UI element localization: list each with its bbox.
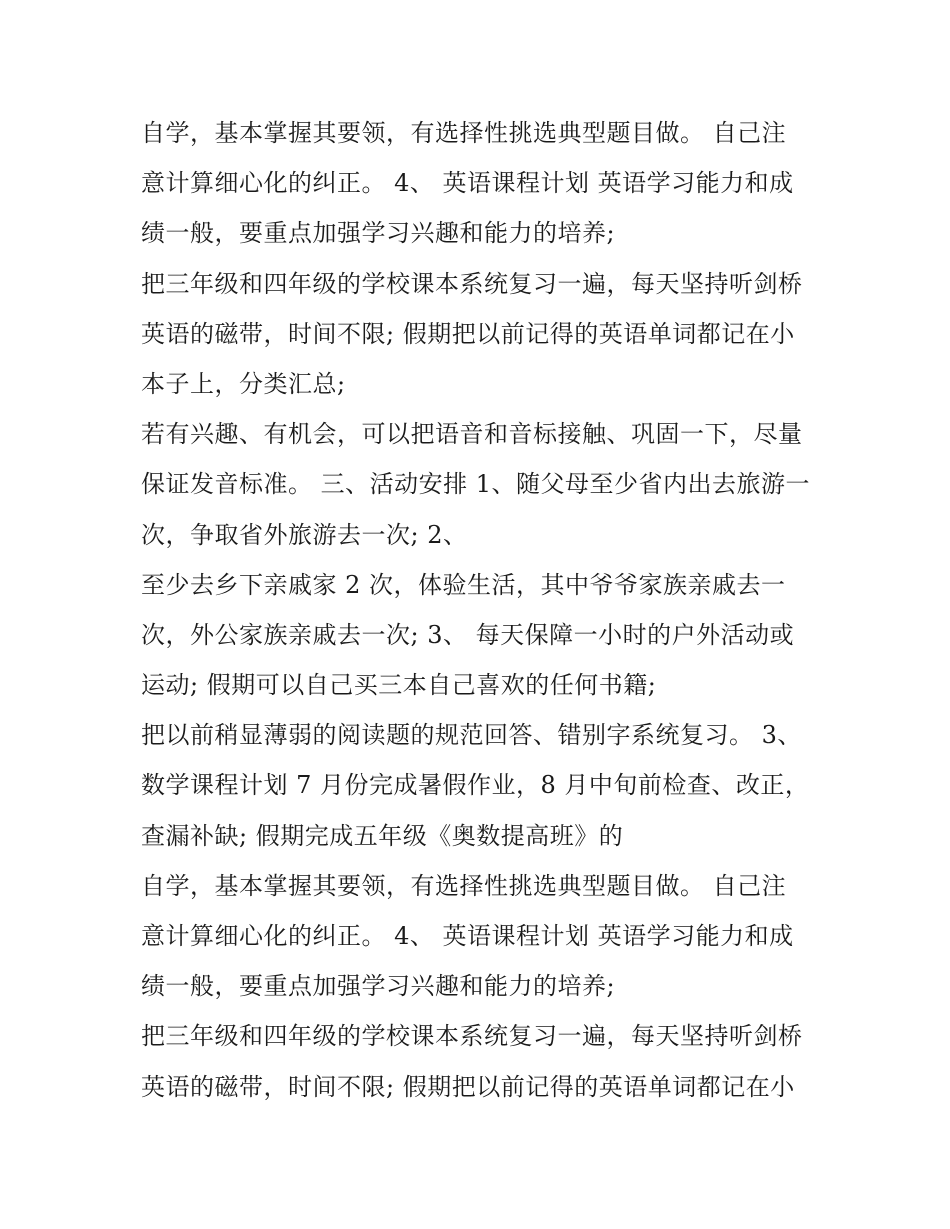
text-line: 意计算细心化的纠正。 4、 英语课程计划 英语学习能力和成 [141,169,794,198]
text-line: 把以前稍显薄弱的阅读题的规范回答、错别字系统复习。 3、 [141,721,802,750]
text-line: 次，争取省外旅游去一次; 2、 [141,520,468,549]
text-line: 查漏补缺; 假期完成五年级《奥数提高班》的 [141,821,624,850]
text-line: 自学，基本掌握其要领，有选择性挑选典型题目做。 自己注 [141,871,787,900]
text-line: 若有兴趣、有机会，可以把语音和音标接触、巩固一下，尽量 [141,420,803,449]
text-line: 保证发音标准。 三、活动安排 1、随父母至少省内出去旅游一 [141,470,811,499]
text-line: 绩一般，要重点加强学习兴趣和能力的培养; [141,219,616,248]
text-line: 数学课程计划 7 月份完成暑假作业，8 月中旬前检查、改正， [141,771,810,800]
text-line: 英语的磁带，时间不限; 假期把以前记得的英语单词都记在小 [141,319,795,348]
text-line: 英语的磁带，时间不限; 假期把以前记得的英语单词都记在小 [141,1072,795,1101]
text-line: 本子上，分类汇总; [141,369,346,398]
text-line: 自学，基本掌握其要领，有选择性挑选典型题目做。 自己注 [141,119,787,147]
text-line: 意计算细心化的纠正。 4、 英语课程计划 英语学习能力和成 [141,922,794,950]
document-body [141,108,821,1112]
text-line: 运动; 假期可以自己买三本自己喜欢的任何书籍; [141,671,657,700]
text-line: 至少去乡下亲戚家 2 次，体验生活，其中爷爷家族亲戚去一 [141,570,786,599]
text-line: 把三年级和四年级的学校课本系统复习一遍，每天坚持听剑桥 [141,1022,803,1051]
text-line: 把三年级和四年级的学校课本系统复习一遍，每天坚持听剑桥 [141,269,803,298]
text-line: 绩一般，要重点加强学习兴趣和能力的培养; [141,972,616,1001]
text-line: 次，外公家族亲戚去一次; 3、 每天保障一小时的户外活动或 [141,620,795,649]
